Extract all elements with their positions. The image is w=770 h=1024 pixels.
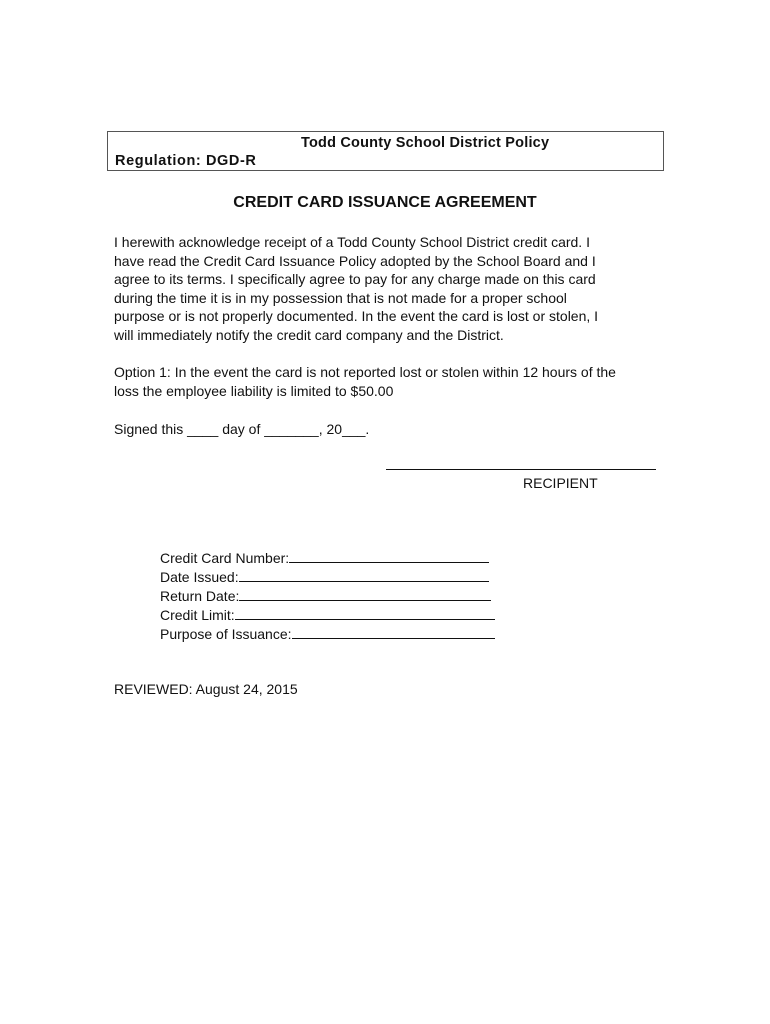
field-blank: [239, 587, 491, 601]
field-blank: [289, 549, 489, 563]
signature-line: [386, 469, 656, 470]
reviewed-date: REVIEWED: August 24, 2015: [114, 681, 298, 697]
field-label: Purpose of Issuance:: [160, 626, 292, 642]
acknowledgement-paragraph: [114, 233, 674, 345]
field-label: Return Date:: [160, 588, 240, 604]
signed-date-line: Signed this ____ day of _______, 20___.: [114, 421, 370, 437]
paragraph-line: Option 1: In the event the card is not reported lost or stolen within 12 hours of the: [114, 364, 616, 380]
policy-header-box: [107, 131, 664, 171]
paragraph-line: have read the Credit Card Issuance Policy adopted by the School Board and I: [114, 252, 596, 269]
card-details-fields: [160, 549, 495, 644]
paragraph-line: I herewith acknowledge receipt of a Todd County School District credit card. I: [114, 234, 590, 250]
field-blank: [292, 625, 495, 639]
policy-header-title: Todd County School District Policy: [301, 135, 550, 151]
field-label: Credit Card Number:: [160, 550, 290, 566]
document-title: CREDIT CARD ISSUANCE AGREEMENT: [233, 194, 537, 211]
paragraph-line: during the time it is in my possession that is not made for a proper school: [114, 289, 567, 306]
paragraph-line: purpose or is not properly documented. In the event the card is lost or stolen, I: [114, 308, 599, 325]
option-paragraph: [114, 363, 674, 400]
paragraph-line: loss the employee liability is limited to $50.00: [114, 382, 394, 399]
paragraph-line: will immediately notify the credit card company and the District.: [114, 326, 504, 343]
field-date-issued: [160, 568, 495, 587]
field-blank: [239, 568, 489, 582]
paragraph-line: agree to its terms. I specifically agree to pay for any charge made on this card: [114, 271, 596, 288]
field-purpose-of-issuance: [160, 625, 495, 644]
field-credit-limit: [160, 606, 495, 625]
field-credit-card-number: [160, 549, 495, 568]
field-return-date: [160, 587, 495, 606]
field-blank: [235, 606, 495, 620]
recipient-label: RECIPIENT: [523, 475, 598, 491]
field-label: Credit Limit:: [160, 607, 235, 623]
regulation-label: Regulation: DGD-R: [115, 153, 257, 169]
field-label: Date Issued:: [160, 569, 239, 585]
